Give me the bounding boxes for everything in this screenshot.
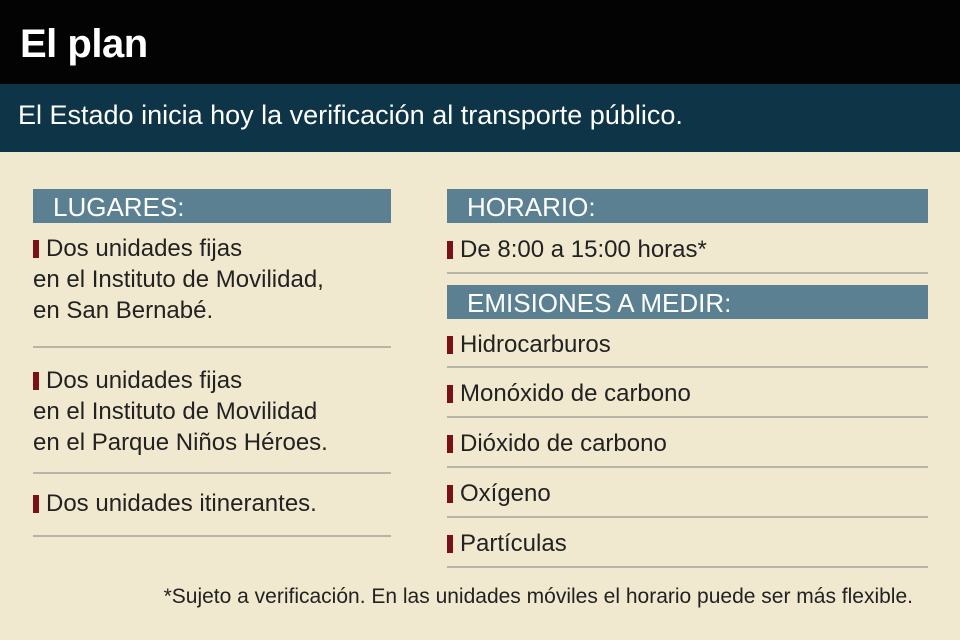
bullet-marker [447,485,453,503]
list-item [447,319,928,368]
item-line: en el Instituto de Movilidad, [33,266,324,293]
item-line: en el Parque Niños Héroes. [33,429,328,456]
lugares-column [33,189,391,537]
item-line: Dos unidades itinerantes. [46,490,317,517]
bullet-marker [33,495,39,513]
subtitle-bar [0,84,960,152]
bullet-marker [447,241,453,259]
lugares-heading: LUGARES: [33,189,391,223]
item-text: Hidrocarburos [460,331,611,358]
footnote: *Sujeto a verificación. En las unidades móviles el horario puede ser más flexible. [163,585,913,608]
item-text: Oxígeno [460,480,551,507]
item-text: Dióxido de carbono [460,430,667,457]
bullet-marker [33,372,39,390]
right-column [447,189,928,568]
item-text: Partículas [460,530,567,557]
list-item [33,348,391,474]
list-item [33,474,391,537]
list-item [447,468,928,518]
list-item [33,223,391,348]
list-item [447,368,928,418]
page-subtitle: El Estado inicia hoy la verificación al transporte público. [18,100,683,130]
title-bar [0,0,960,84]
item-text: Monóxido de carbono [460,380,691,407]
bullet-marker [447,385,453,403]
emisiones-heading: EMISIONES A MEDIR: [447,285,928,319]
bullet-marker [447,435,453,453]
list-item [447,223,928,274]
item-line: en el Instituto de Movilidad [33,398,318,425]
list-item [447,518,928,568]
bullet-marker [447,535,453,553]
item-text: De 8:00 a 15:00 horas* [460,236,707,263]
bullet-marker [33,240,39,258]
bullet-marker [447,336,453,354]
page-title: El plan [20,22,148,66]
item-line: en San Bernabé. [33,297,214,324]
list-item [447,418,928,468]
item-line: Dos unidades fijas [46,367,243,394]
item-line: Dos unidades fijas [46,235,243,262]
horario-heading: HORARIO: [447,189,928,223]
